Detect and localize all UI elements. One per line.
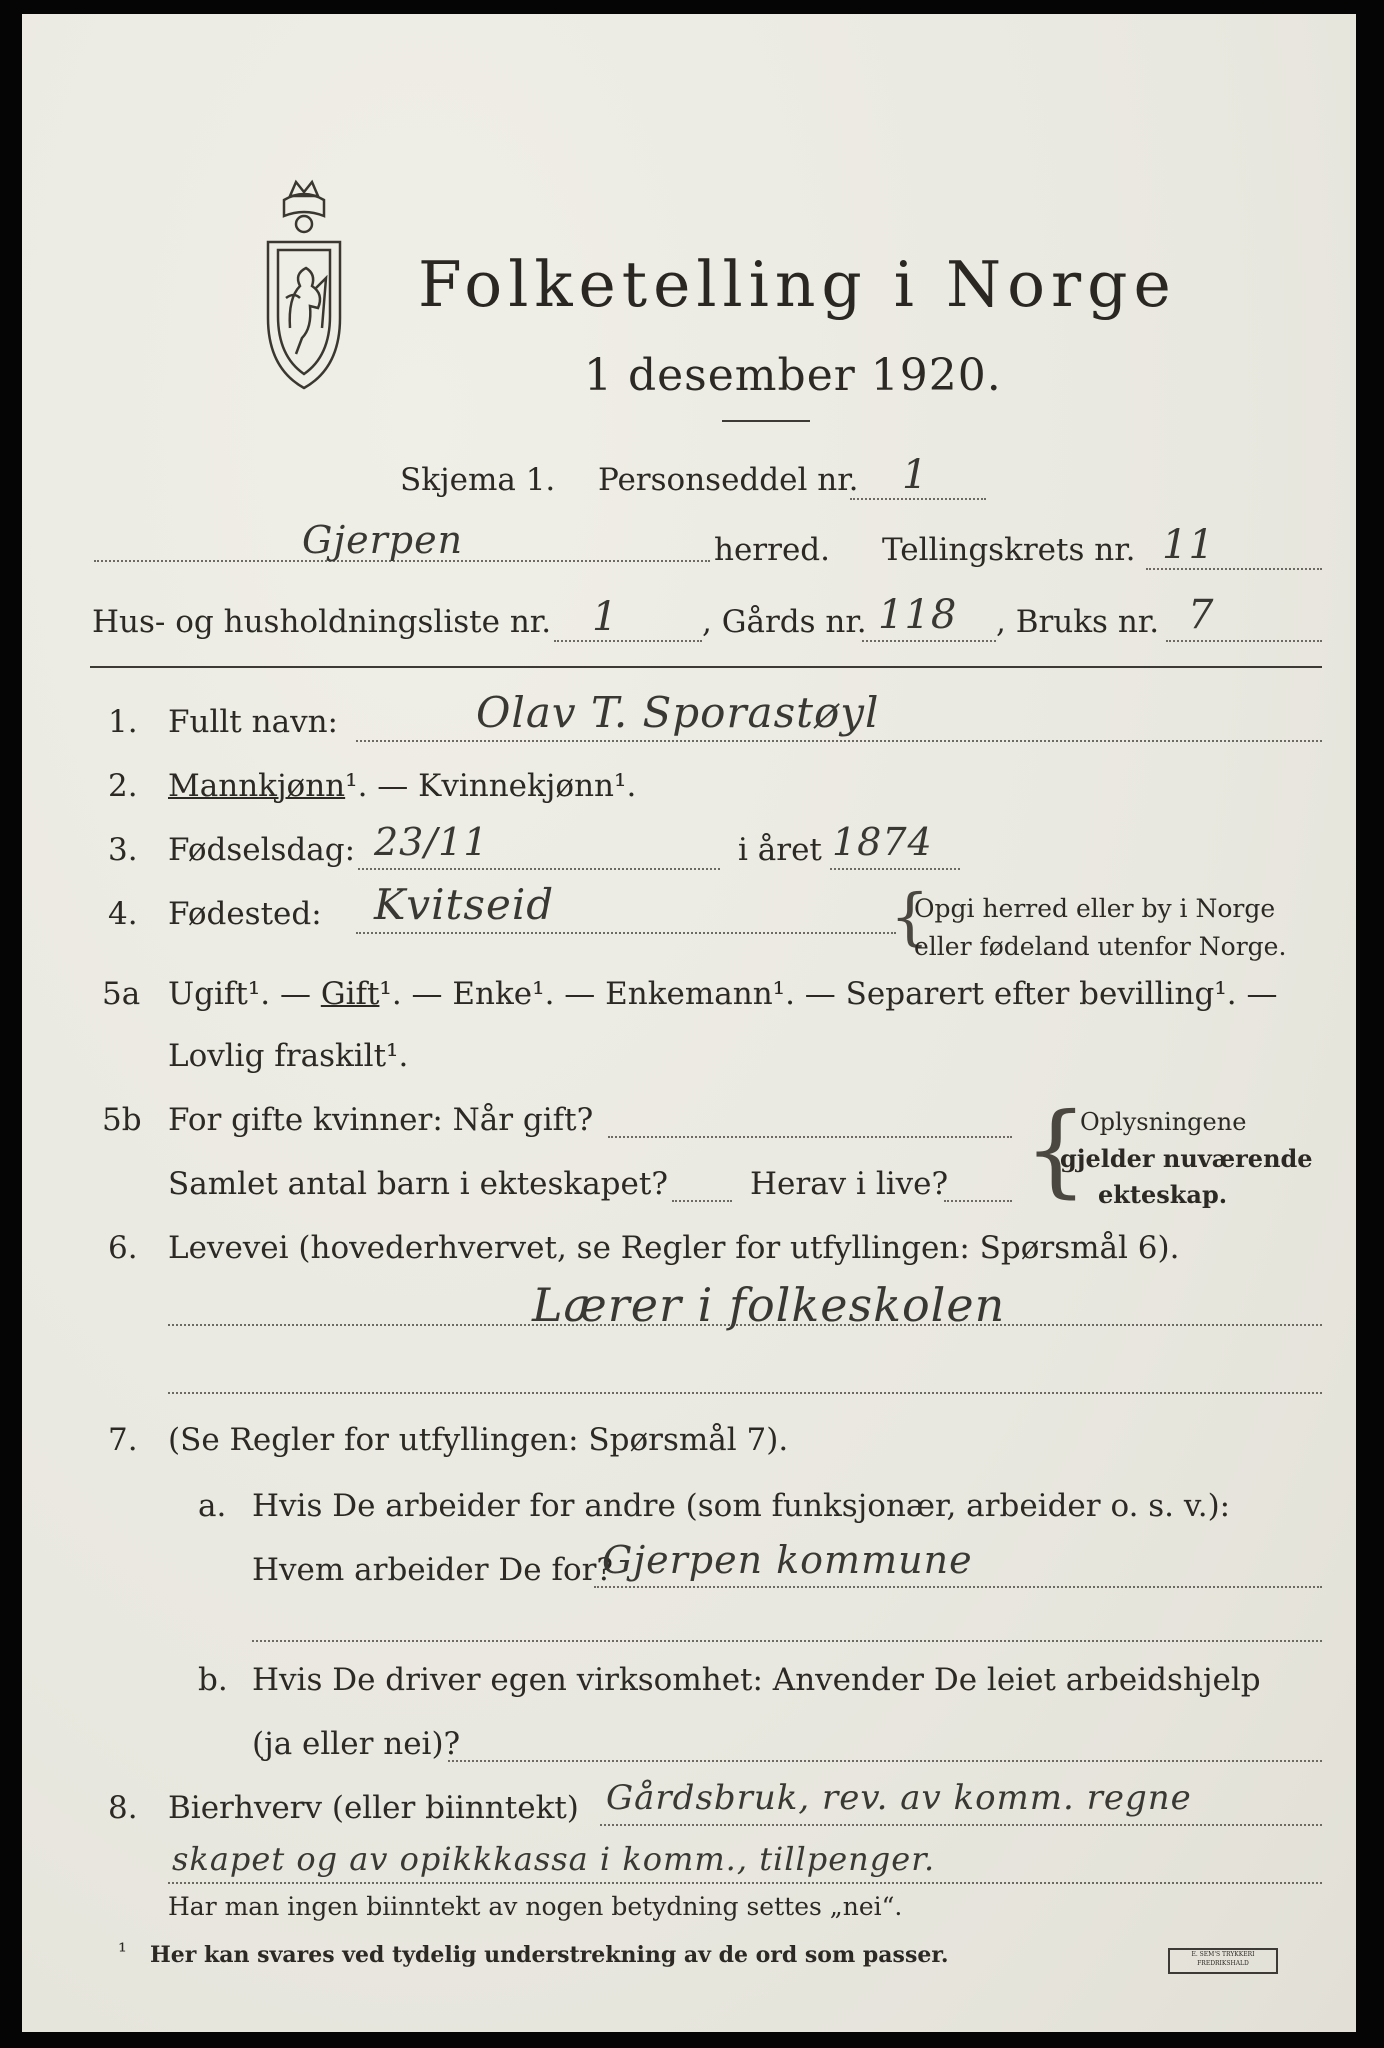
side-income-value-1: Gårdsbruk, rev. av komm. regne: [606, 1778, 1192, 1818]
q8-line-1: [600, 1824, 1322, 1826]
q5b-label-3: Herav i live?: [750, 1166, 949, 1202]
form-date: 1 desember 1920.: [584, 350, 1002, 401]
footnote-mark: ¹: [118, 1940, 127, 1965]
tellingskrets-value: 11: [1162, 522, 1215, 568]
q7b-text: Hvis De driver egen virksomhet: Anvender De leiet arbeidshjelp: [252, 1662, 1261, 1698]
side-income-value-2: skapet og av opikkkassa i komm., tillpenger.: [172, 1840, 936, 1878]
q5b-line-1: [608, 1136, 1012, 1138]
tellingskrets-line: [1146, 568, 1322, 570]
q3-line: [358, 868, 720, 870]
male-option: Mannkjønn: [168, 768, 346, 804]
stamp-line-1: E. SEM'S TRYKKERI: [1191, 1951, 1255, 1958]
q4-brace: {: [890, 880, 930, 953]
form-title: Folketelling i Norge: [418, 248, 1177, 321]
gards-value: 118: [878, 592, 958, 638]
q3-number: 3.: [108, 832, 138, 868]
herred-label: herred.: [714, 532, 830, 568]
q5b-note-1: Oplysningene: [1080, 1108, 1247, 1136]
q8-number: 8.: [108, 1790, 138, 1826]
q7a-text: Hvis De arbeider for andre (som funksjonær, arbeider o. s. v.):: [252, 1488, 1231, 1524]
q5b-line-2: [672, 1200, 732, 1202]
gift-option: Gift: [320, 976, 380, 1012]
q5b-line-3: [944, 1200, 1012, 1202]
q4-note-2: eller fødeland utenfor Norge.: [914, 932, 1287, 961]
q2-gender: [168, 768, 636, 804]
q5b-brace: {: [1024, 1091, 1088, 1208]
q6-label: Levevei (hovederhvervet, se Regler for utfyllingen: Spørsmål 6).: [168, 1230, 1180, 1266]
year-line: [830, 868, 960, 870]
q7a-label: Hvem arbeider De for?: [252, 1552, 614, 1588]
employer-value: Gjerpen kommune: [602, 1538, 973, 1582]
personseddel-line: [850, 498, 986, 500]
husliste-label: Hus- og husholdningsliste nr.: [92, 604, 552, 640]
q1-number: 1.: [108, 704, 138, 740]
census-form: [22, 14, 1356, 2032]
stamp-line-2: FREDRIKSHALD: [1197, 1960, 1249, 1967]
q5a-line2: Lovlig fraskilt¹.: [168, 1038, 409, 1074]
q7-label: (Se Regler for utfyllingen: Spørsmål 7).: [168, 1422, 789, 1458]
q7a-line-1: [594, 1586, 1322, 1588]
year-value: 1874: [832, 820, 933, 864]
skjema-label: Skjema 1.: [400, 462, 556, 498]
q5b-label-1: For gifte kvinner: Når gift?: [168, 1102, 594, 1138]
occupation-value: Lærer i folkeskolen: [532, 1278, 1006, 1332]
birthplace-value: Kvitseid: [374, 880, 555, 929]
q7b-line: [448, 1760, 1322, 1762]
title-underline: [722, 420, 810, 422]
q7b-number: b.: [198, 1662, 228, 1698]
q7a-number: a.: [198, 1488, 227, 1524]
q4-note-1: Opgi herred eller by i Norge: [914, 894, 1276, 923]
q7a-line-2: [252, 1640, 1322, 1642]
year-label: i året: [738, 832, 822, 868]
q3-label: Fødselsdag:: [168, 832, 356, 868]
q2-separator: ¹. —: [345, 768, 419, 804]
q7b-label: (ja eller nei)?: [252, 1726, 461, 1762]
q1-line: [356, 740, 1322, 742]
q5a-number: 5a: [102, 976, 141, 1012]
q2-number: 2.: [108, 768, 138, 804]
ugift-option: Ugift¹. —: [168, 976, 321, 1012]
birthday-value: 23/11: [374, 820, 489, 864]
q8-note: Har man ingen biinntekt av nogen betydning settes „nei“.: [168, 1892, 903, 1921]
q4-label: Fødested:: [168, 896, 322, 932]
herred-value: Gjerpen: [302, 518, 464, 562]
q5b-note-3: ekteskap.: [1098, 1180, 1228, 1209]
personseddel-label: Personseddel nr.: [598, 462, 859, 498]
personseddel-value: 1: [902, 452, 929, 498]
q4-line: [356, 932, 896, 934]
printer-stamp: [1168, 1948, 1278, 1974]
bruks-label: , Bruks nr.: [996, 604, 1160, 640]
section-divider: [90, 666, 1322, 668]
q8-line-2: [168, 1882, 1322, 1884]
husliste-line: [554, 640, 702, 642]
q5a-options: [168, 976, 1277, 1012]
gards-label: , Gårds nr.: [702, 604, 867, 640]
footnote-text: Her kan svares ved tydelig understrekning av de ord som passer.: [150, 1942, 949, 1968]
q5b-note-2: gjelder nuværende: [1060, 1144, 1313, 1173]
full-name-value: Olav T. Sporastøyl: [476, 688, 880, 737]
q6-number: 6.: [108, 1230, 138, 1266]
q8-label: Bierhverv (eller biinntekt): [168, 1790, 579, 1826]
q4-number: 4.: [108, 896, 138, 932]
q6-line-2: [168, 1392, 1322, 1394]
husliste-value: 1: [592, 594, 619, 640]
q5b-number: 5b: [102, 1102, 142, 1138]
q5a-rest: ¹. — Enke¹. — Enkemann¹. — Separert efter bevilling¹. —: [379, 976, 1278, 1012]
bruks-line: [1166, 640, 1322, 642]
tellingskrets-label: Tellingskrets nr.: [882, 532, 1136, 568]
q5b-label-2: Samlet antal barn i ekteskapet?: [168, 1166, 668, 1202]
bruks-value: 7: [1188, 592, 1215, 638]
gards-line: [862, 640, 996, 642]
female-option: Kvinnekjønn¹.: [418, 768, 637, 804]
coat-of-arms-icon: [250, 178, 358, 398]
q7-number: 7.: [108, 1422, 138, 1458]
q1-label: Fullt navn:: [168, 704, 338, 740]
